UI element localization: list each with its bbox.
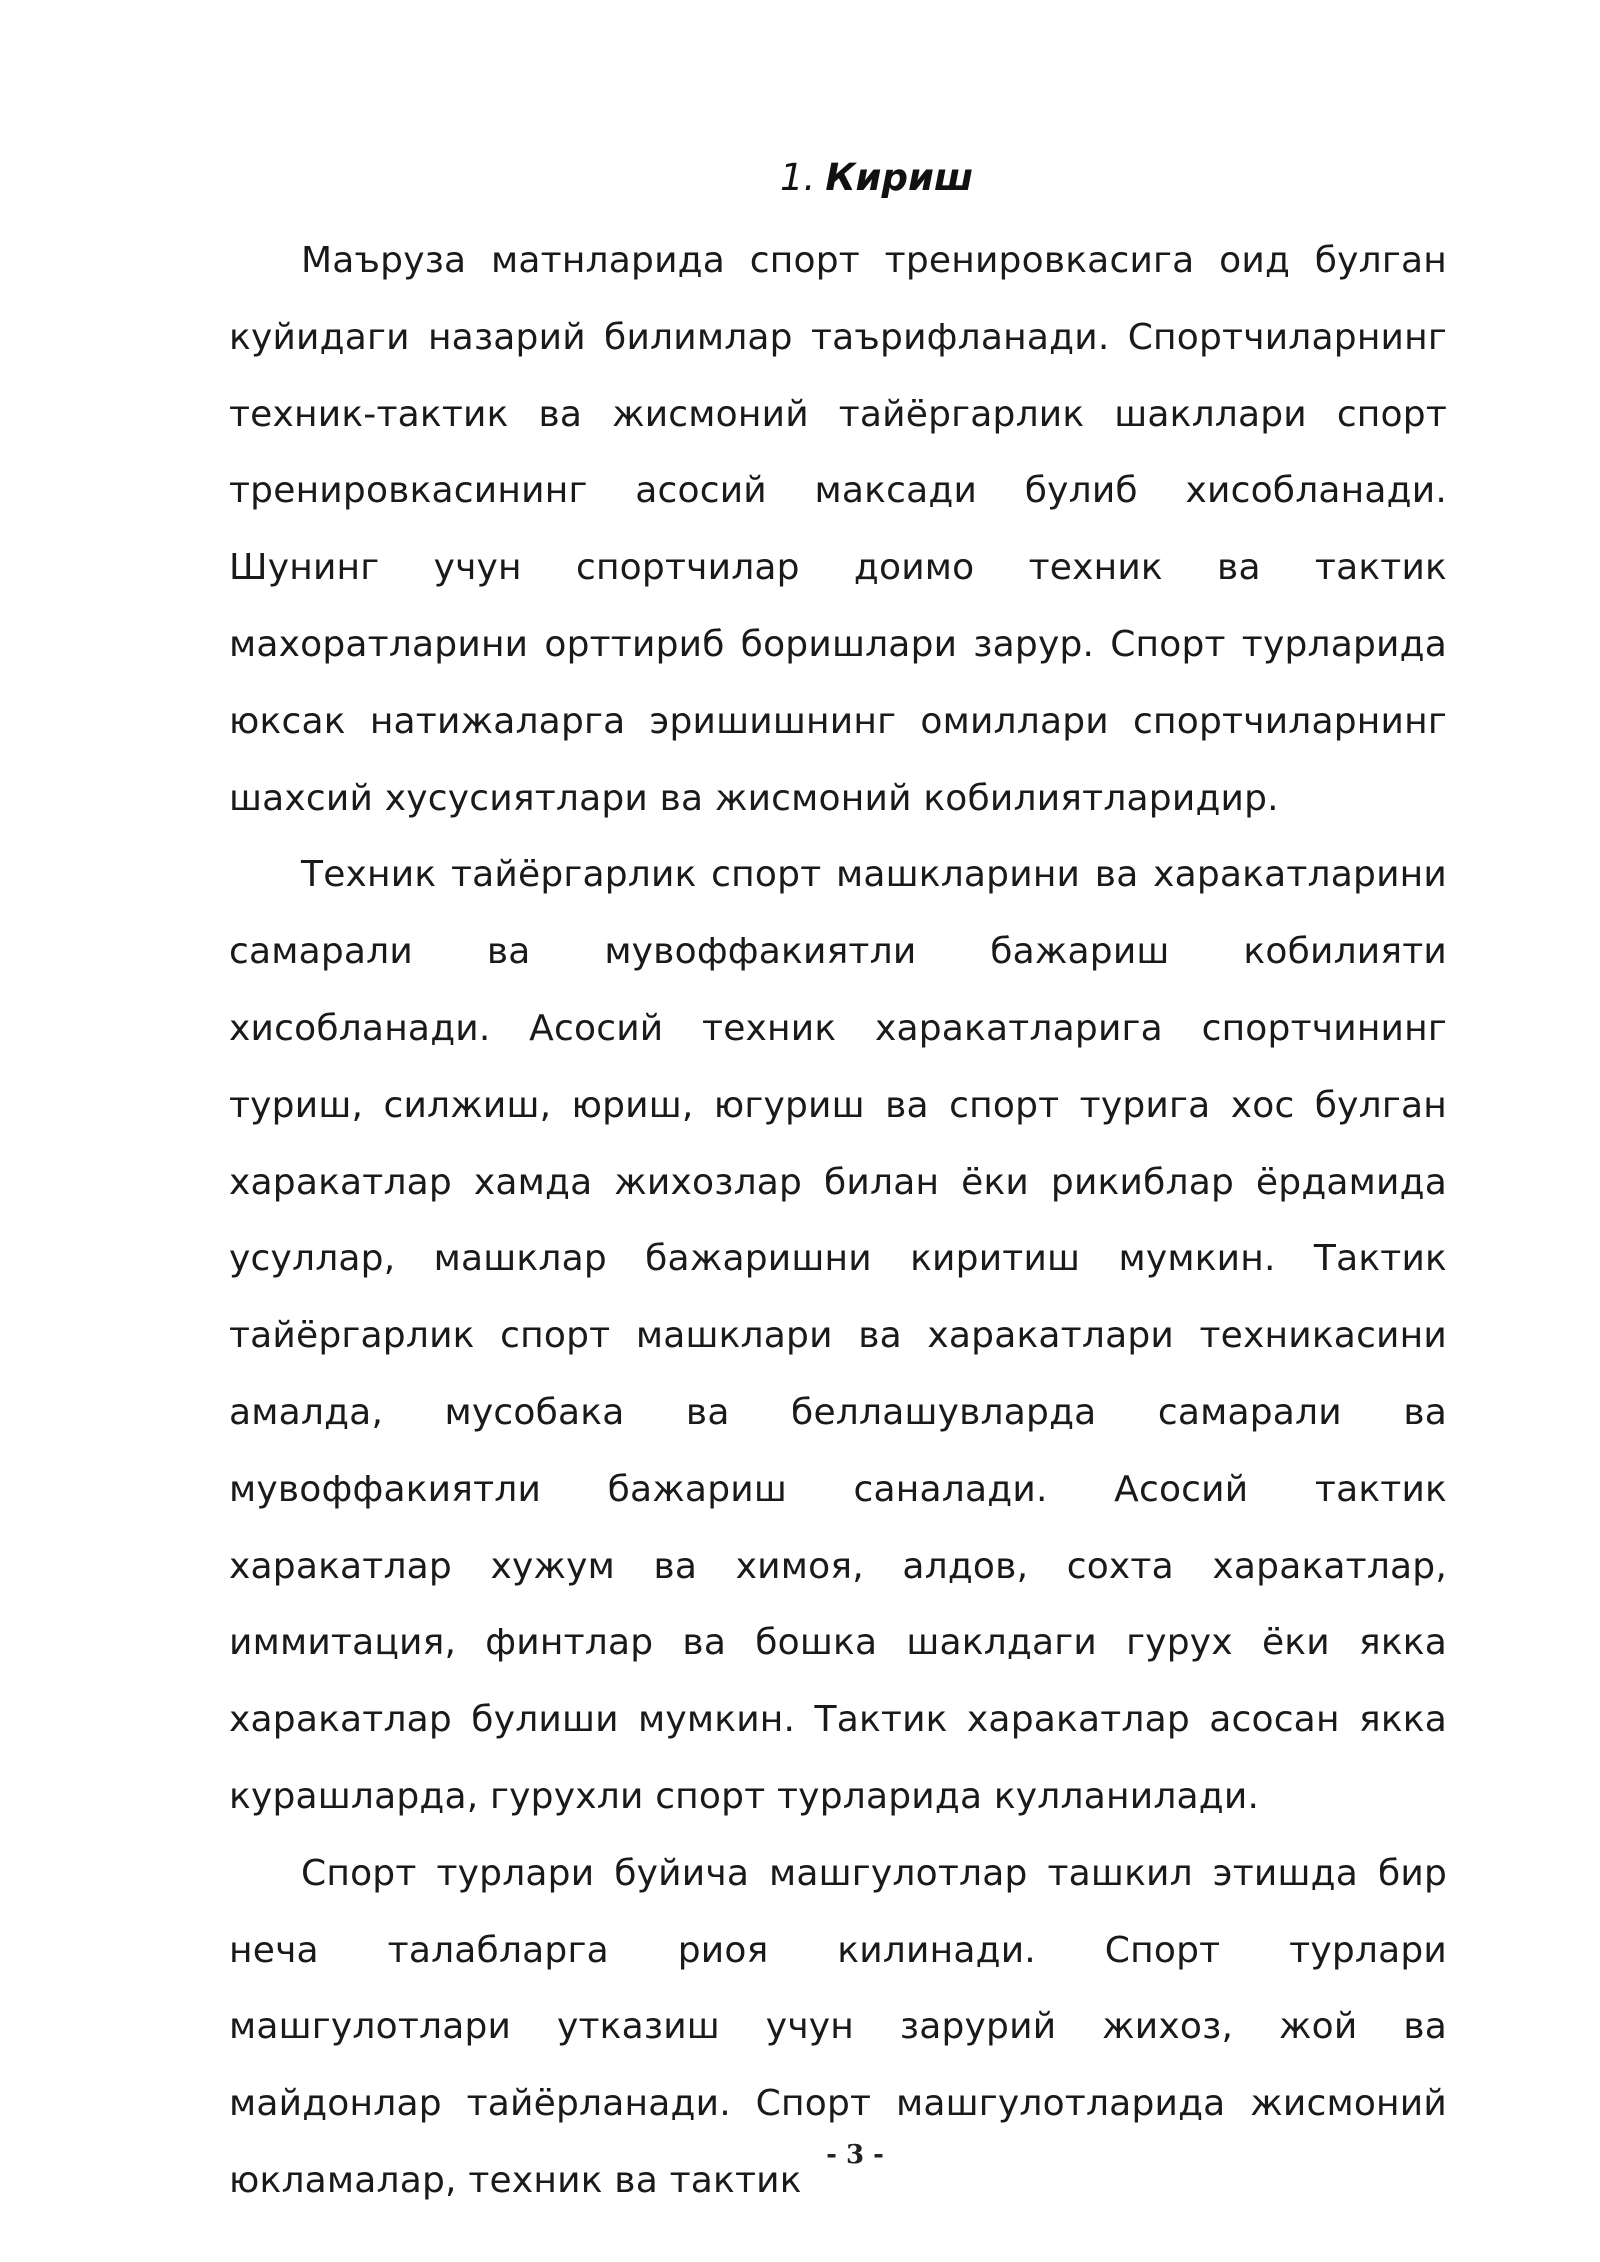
section-heading [780, 148, 973, 208]
section-number: 1. [780, 156, 816, 199]
section-title: Кириш [825, 156, 974, 199]
paragraph: Техник тайёргарлик спорт машкларини ва харакатларини самарали ва мувоффакиятли бажариш кобилияти хисобланади. Асосий техник харакатларига спортчининг туриш, силжиш, юриш, югуриш ва спорт турига хос булган харакатлар хамда жихозлар билан ёки рикиблар ёрдамида усуллар, машклар бажаришни киритиш мумкин. Тактик тайёргарлик спорт машклари ва харакатлари техникасини амалда, мусобака ва беллашувларда самарали ва мувоффакиятли бажариш саналади. Асосий тактик харакатлар хужум ва химоя, алдов, сохта харакатлар, иммитация, финтлар ва бошка шаклдаги гурух ёки якка харакатлар булиши мумкин. Тактик харакатлар асосан якка курашларда, гурухли спорт турларида кулланилади. [229, 854, 1447, 1817]
paragraph: Маъруза матнларида спорт тренировкасига оид булган куйидаги назарий билимлар таърифланади. Спортчиларнинг техник-тактик ва жисмоний тайёргарлик шакллари спорт тренировкасининг асосий максади булиб хисобланади. Шунинг учун спортчилар доимо техник ва тактик махоратларини орттириб боришлари зарур. Спорт турларида юксак натижаларга эришишнинг омиллари спортчиларнинг шахсий хусусиятлари ва жисмоний кобилиятларидир. [229, 240, 1447, 819]
page-number: - 3 - [826, 2140, 884, 2170]
paragraph: Спорт турлари буйича машгулотлар ташкил этишда бир неча талабларга риоя килинади. Спорт турлари машгулотлари утказиш учун зарурий жихоз, жой ва майдонлар тайёрланади. Спорт машгулотларида жисмоний юкламалар, техник ва тактик [229, 1852, 1447, 2201]
body-text [229, 223, 1447, 2220]
